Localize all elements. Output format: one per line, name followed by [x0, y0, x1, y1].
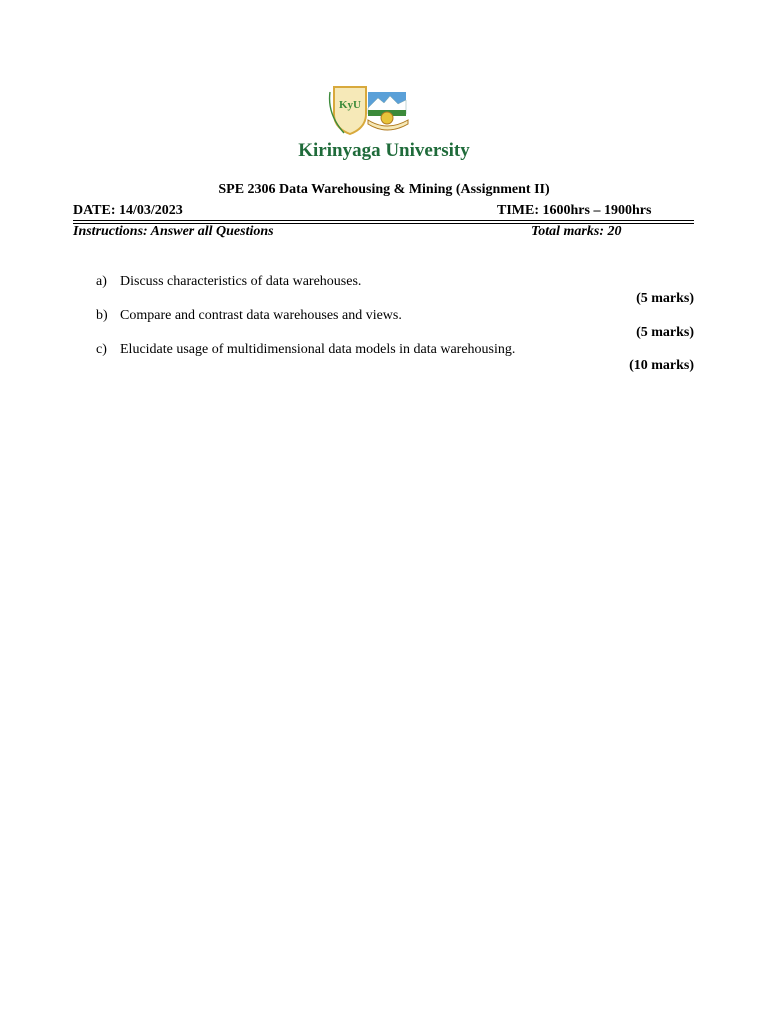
question-marks: (10 marks) — [629, 358, 694, 373]
question-letter: b) — [96, 308, 108, 323]
question-marks: (5 marks) — [636, 291, 694, 306]
total-marks: Total marks: 20 — [531, 224, 622, 239]
university-crest-icon — [324, 84, 414, 136]
question-letter: a) — [96, 274, 107, 289]
question-letter: c) — [96, 342, 107, 357]
exam-time: TIME: 1600hrs – 1900hrs — [497, 203, 652, 218]
header-divider-top — [73, 220, 694, 221]
question-text: Elucidate usage of multidimensional data models in data warehousing. — [120, 342, 516, 357]
question-text: Compare and contrast data warehouses and views. — [120, 308, 402, 323]
logo-monogram: KyU — [339, 99, 361, 111]
exam-date: DATE: 14/03/2023 — [73, 203, 183, 218]
question-text: Discuss characteristics of data warehouses. — [120, 274, 362, 289]
question-marks: (5 marks) — [636, 325, 694, 340]
university-logo — [324, 84, 414, 136]
university-name: Kirinyaga University — [298, 140, 470, 161]
instructions: Instructions: Answer all Questions — [73, 224, 274, 239]
course-title: SPE 2306 Data Warehousing & Mining (Assignment II) — [218, 182, 550, 197]
